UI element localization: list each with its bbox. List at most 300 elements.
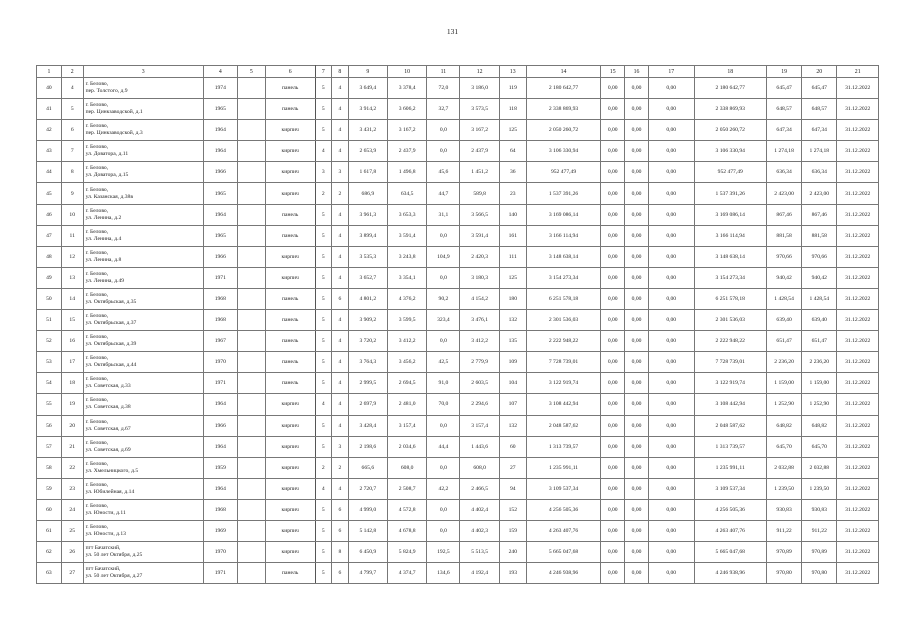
column-header: 17 xyxy=(648,66,694,78)
table-cell: 867,46 xyxy=(766,204,801,225)
table-cell: 1 313 739,57 xyxy=(694,436,766,457)
table-cell: 45 xyxy=(37,183,62,204)
table-cell: 0,00 xyxy=(648,267,694,288)
table-cell: 647,34 xyxy=(766,120,801,141)
table-cell: 0,00 xyxy=(601,183,625,204)
table-cell: 56 xyxy=(37,415,62,436)
table-cell: 1 428,54 xyxy=(802,288,837,309)
table-cell: 4 xyxy=(332,246,349,267)
address-cell xyxy=(83,415,203,436)
table-cell: 52 xyxy=(37,331,62,352)
table-cell: 104 xyxy=(499,373,526,394)
table-cell: 648,82 xyxy=(766,415,801,436)
table-cell: 911,22 xyxy=(802,520,837,541)
table-cell: 152 xyxy=(499,499,526,520)
table-cell: 1968 xyxy=(203,499,237,520)
table-cell: 2 236,20 xyxy=(766,352,801,373)
table-cell: 0,00 xyxy=(625,141,649,162)
table-cell: 3 167,2 xyxy=(460,120,499,141)
table-cell: 0,00 xyxy=(648,331,694,352)
table-cell: 1 239,50 xyxy=(802,478,837,499)
table-cell: 3 961,3 xyxy=(348,204,387,225)
table-cell: 26 xyxy=(61,542,83,563)
table-cell: 651,47 xyxy=(766,331,801,352)
table-cell: 159 xyxy=(499,520,526,541)
table-cell: 4 xyxy=(315,394,332,415)
address-cell xyxy=(83,310,203,331)
table-cell: 645,70 xyxy=(766,436,801,457)
table-cell: 41 xyxy=(37,99,62,120)
table-cell: 0,00 xyxy=(601,310,625,331)
table-row xyxy=(37,499,879,520)
address-cell xyxy=(83,436,203,457)
address-line: г. Белово, xyxy=(85,355,109,362)
table-row xyxy=(37,120,879,141)
table-cell: 0,00 xyxy=(625,394,649,415)
column-header: 16 xyxy=(625,66,649,78)
table-cell: 4 192,4 xyxy=(460,563,499,584)
table-cell: 125 xyxy=(499,120,526,141)
table-cell: 5 xyxy=(315,310,332,331)
table-cell: 0,00 xyxy=(601,225,625,246)
table-cell: 6 xyxy=(332,520,349,541)
address-line: ул. Октябрьская, д.44 xyxy=(85,362,137,369)
table-cell: кирпич xyxy=(265,415,315,436)
column-header: 1 xyxy=(37,66,62,78)
table-cell: 970,66 xyxy=(766,246,801,267)
table-cell: 5 xyxy=(315,288,332,309)
table-cell: 193 xyxy=(499,563,526,584)
table-cell: 132 xyxy=(499,415,526,436)
address-line: г. Белово, xyxy=(85,439,109,446)
table-cell: 0,00 xyxy=(601,99,625,120)
table-cell: 31.12.2022 xyxy=(837,310,879,331)
table-cell: 2 301 536,03 xyxy=(526,310,601,331)
table-cell: 8 xyxy=(61,162,83,183)
table-cell: 1968 xyxy=(203,288,237,309)
table-cell: 60 xyxy=(37,499,62,520)
table-cell: 1964 xyxy=(203,204,237,225)
table-cell: 7 728 739,01 xyxy=(526,352,601,373)
table-cell: 1964 xyxy=(203,436,237,457)
table-cell: 6 xyxy=(332,288,349,309)
table-cell: 91,0 xyxy=(427,373,460,394)
table-cell: 31.12.2022 xyxy=(837,542,879,563)
address-cell xyxy=(83,78,203,99)
table-cell: 3 109 537,34 xyxy=(526,478,601,499)
table-cell: 1966 xyxy=(203,415,237,436)
table-cell: 0,00 xyxy=(625,457,649,478)
table-cell: 31.12.2022 xyxy=(837,162,879,183)
table-cell: 1 443,6 xyxy=(460,436,499,457)
table-cell: 2 032,88 xyxy=(766,457,801,478)
table-cell: 0,0 xyxy=(427,415,460,436)
table-cell xyxy=(237,373,265,394)
table-cell: 13 xyxy=(61,267,83,288)
table-row xyxy=(37,204,879,225)
address-line: г. Белово, xyxy=(85,481,109,488)
table-cell: 3 166 114,94 xyxy=(526,225,601,246)
address-cell xyxy=(83,352,203,373)
table-cell: 2 338 869,93 xyxy=(526,99,601,120)
table-cell: 31.12.2022 xyxy=(837,99,879,120)
table-cell: 62 xyxy=(37,542,62,563)
table-cell: 3 378,4 xyxy=(388,78,427,99)
address-line: ул. 50 лет Октября, д.25 xyxy=(85,552,143,559)
table-cell xyxy=(237,120,265,141)
table-cell: 0,00 xyxy=(648,162,694,183)
table-cell: 9 xyxy=(61,183,83,204)
address-line: г. Белово, xyxy=(85,186,109,193)
table-cell: 3 428,4 xyxy=(348,415,387,436)
address-line: ул. Советская, д.33 xyxy=(85,383,131,390)
table-cell: 3 xyxy=(332,162,349,183)
table-cell: 1974 xyxy=(203,78,237,99)
table-cell: 648,57 xyxy=(766,99,801,120)
table-cell: 970,80 xyxy=(766,563,801,584)
table-cell: 0,00 xyxy=(601,415,625,436)
address-line: г. Белово, xyxy=(85,524,109,531)
table-cell: 2 236,20 xyxy=(802,352,837,373)
table-cell: 2 481,0 xyxy=(388,394,427,415)
table-cell: 952 477,49 xyxy=(526,162,601,183)
column-header: 15 xyxy=(601,66,625,78)
table-cell: 5 xyxy=(315,99,332,120)
table-cell: 2 720,7 xyxy=(348,478,387,499)
table-cell: 3 169 086,14 xyxy=(526,204,601,225)
table-cell: 1964 xyxy=(203,478,237,499)
table-cell: 323,4 xyxy=(427,310,460,331)
table-cell: 3 412,2 xyxy=(460,331,499,352)
table-cell: 48 xyxy=(37,246,62,267)
table-cell: 3 154 273,34 xyxy=(694,267,766,288)
table-cell: 2 999,5 xyxy=(348,373,387,394)
address-line: г. Белово, xyxy=(85,460,109,467)
page-number: 131 xyxy=(446,27,459,36)
table-cell: 2 048 587,62 xyxy=(694,415,766,436)
column-header: 13 xyxy=(499,66,526,78)
table-cell: 0,00 xyxy=(648,436,694,457)
table-cell: 0,0 xyxy=(427,225,460,246)
table-cell: 17 xyxy=(61,352,83,373)
address-line: ул. Казанская, д.38в xyxy=(85,193,133,200)
table-cell: 36 xyxy=(499,162,526,183)
table-cell: 881,58 xyxy=(766,225,801,246)
address-line: ул. Ленина, д.4 xyxy=(85,235,122,242)
table-cell: 4 xyxy=(332,373,349,394)
table-cell: 31.12.2022 xyxy=(837,478,879,499)
table-cell: 5 xyxy=(315,563,332,584)
table-cell: 608,0 xyxy=(388,457,427,478)
table-cell xyxy=(237,457,265,478)
table-cell: 2 437,9 xyxy=(388,141,427,162)
address-line: г. Белово, xyxy=(85,81,109,88)
table-cell: 3 108 442,94 xyxy=(694,394,766,415)
table-cell: кирпич xyxy=(265,246,315,267)
table-cell: 2 603,5 xyxy=(460,373,499,394)
table-cell: 0,0 xyxy=(427,120,460,141)
table-cell: 1 496,8 xyxy=(388,162,427,183)
table-cell: 6 450,9 xyxy=(348,542,387,563)
table-cell: 0,00 xyxy=(648,499,694,520)
table-cell: 47 xyxy=(37,225,62,246)
table-cell: 27 xyxy=(499,457,526,478)
table-cell: 5 xyxy=(315,499,332,520)
table-cell: 1967 xyxy=(203,331,237,352)
table-cell: 930,83 xyxy=(802,499,837,520)
table-cell: 0,00 xyxy=(601,288,625,309)
address-line: ул. Советская, д.67 xyxy=(85,425,131,432)
table-cell: 63 xyxy=(37,563,62,584)
table-cell: 11 xyxy=(61,225,83,246)
table-cell xyxy=(237,99,265,120)
table-cell: кирпич xyxy=(265,183,315,204)
table-row xyxy=(37,99,879,120)
table-cell: 3 xyxy=(332,436,349,457)
table-cell: 1 159,00 xyxy=(766,373,801,394)
table-cell: 1 451,2 xyxy=(460,162,499,183)
table-cell: кирпич xyxy=(265,162,315,183)
table-cell: 0,00 xyxy=(601,499,625,520)
table-cell: 31.12.2022 xyxy=(837,267,879,288)
column-header: 19 xyxy=(766,66,801,78)
table-cell: 1969 xyxy=(203,520,237,541)
address-line: г. Белово, xyxy=(85,270,109,277)
address-cell xyxy=(83,373,203,394)
table-cell: 31,1 xyxy=(427,204,460,225)
table-cell: 27 xyxy=(61,563,83,584)
table-row xyxy=(37,246,879,267)
table-cell: панель xyxy=(265,563,315,584)
table-cell: 2 222 948,22 xyxy=(526,331,601,352)
table-cell: 0,00 xyxy=(625,520,649,541)
table-cell: 118 xyxy=(499,99,526,120)
table-cell: 5 xyxy=(315,78,332,99)
table-cell: 639,40 xyxy=(766,310,801,331)
table-cell: кирпич xyxy=(265,120,315,141)
table-cell: 0,00 xyxy=(601,78,625,99)
table-cell: 940,42 xyxy=(802,267,837,288)
table-cell: 0,00 xyxy=(601,542,625,563)
table-cell: 5 xyxy=(315,542,332,563)
table-cell: 3 914,2 xyxy=(348,99,387,120)
table-cell: 31.12.2022 xyxy=(837,373,879,394)
table-cell: 15 xyxy=(61,310,83,331)
table-cell: панель xyxy=(265,331,315,352)
table-cell: 5 xyxy=(315,415,332,436)
column-header: 7 xyxy=(315,66,332,78)
table-cell: 5 xyxy=(315,520,332,541)
table-cell: 1 274,18 xyxy=(802,141,837,162)
table-cell: 0,00 xyxy=(601,563,625,584)
table-cell: 109 xyxy=(499,352,526,373)
table-cell: 4 256 505,36 xyxy=(694,499,766,520)
address-line: пер. Толстого, д.9 xyxy=(85,88,128,95)
table-cell: 4 xyxy=(332,394,349,415)
table-cell: 1964 xyxy=(203,141,237,162)
table-cell: 1 428,54 xyxy=(766,288,801,309)
table-cell: 0,00 xyxy=(601,457,625,478)
table-cell xyxy=(237,436,265,457)
table-cell: 1 537 391,26 xyxy=(526,183,601,204)
table-cell: 1971 xyxy=(203,373,237,394)
table-cell: 0,00 xyxy=(648,120,694,141)
table-row xyxy=(37,520,879,541)
table-cell: 4 xyxy=(61,78,83,99)
table-cell: 31.12.2022 xyxy=(837,141,879,162)
address-cell xyxy=(83,457,203,478)
table-cell xyxy=(237,415,265,436)
table-cell: 240 xyxy=(499,542,526,563)
table-cell: 7 xyxy=(61,141,83,162)
table-cell: 4 374,7 xyxy=(388,563,427,584)
table-cell: 0,00 xyxy=(601,352,625,373)
table-cell: 4 799,7 xyxy=(348,563,387,584)
table-cell xyxy=(237,78,265,99)
table-cell: 5 513,5 xyxy=(460,542,499,563)
table-cell: 31.12.2022 xyxy=(837,288,879,309)
table-cell: 5 665 047,68 xyxy=(526,542,601,563)
table-cell: 4 572,8 xyxy=(388,499,427,520)
table-cell: 14 xyxy=(61,288,83,309)
table-cell: 44,7 xyxy=(427,183,460,204)
table-cell: 1965 xyxy=(203,225,237,246)
table-cell: 70,0 xyxy=(427,394,460,415)
table-cell: 0,00 xyxy=(648,78,694,99)
table-cell: 3 720,2 xyxy=(348,331,387,352)
table-cell: 3 148 638,14 xyxy=(526,246,601,267)
table-cell: 3 186,0 xyxy=(460,78,499,99)
table-cell: 3 591,4 xyxy=(388,225,427,246)
table-cell: 3 566,5 xyxy=(460,204,499,225)
table-cell: 7 728 739,01 xyxy=(694,352,766,373)
table-cell: 0,00 xyxy=(601,162,625,183)
table-cell: 3 354,1 xyxy=(388,267,427,288)
table-cell: 42 xyxy=(37,120,62,141)
table-cell: 0,00 xyxy=(648,288,694,309)
table-cell: 6 xyxy=(332,499,349,520)
table-cell xyxy=(237,310,265,331)
table-cell: 1 252,90 xyxy=(766,394,801,415)
table-cell: 3 157,4 xyxy=(460,415,499,436)
table-cell xyxy=(237,288,265,309)
address-cell xyxy=(83,246,203,267)
table-cell xyxy=(237,563,265,584)
table-cell: 0,0 xyxy=(427,141,460,162)
table-cell: 1966 xyxy=(203,162,237,183)
table-cell: 5 142,8 xyxy=(348,520,387,541)
table-cell: 0,00 xyxy=(601,436,625,457)
table-cell: 2 508,7 xyxy=(388,478,427,499)
table-cell: 1959 xyxy=(203,457,237,478)
address-line: ул. Юбилейная, д.14 xyxy=(85,488,135,495)
table-cell: 1970 xyxy=(203,542,237,563)
address-line: г. Белово, xyxy=(85,397,109,404)
table-cell: 1965 xyxy=(203,183,237,204)
table-cell: 31.12.2022 xyxy=(837,183,879,204)
address-line: г. Белово, xyxy=(85,376,109,383)
table-cell: 3 108 442,94 xyxy=(526,394,601,415)
table-cell: 1968 xyxy=(203,310,237,331)
table-cell: 0,00 xyxy=(601,267,625,288)
table-cell: 43 xyxy=(37,141,62,162)
table-cell: 31.12.2022 xyxy=(837,499,879,520)
table-cell: 31.12.2022 xyxy=(837,204,879,225)
table-cell: 12 xyxy=(61,246,83,267)
table-cell: 31.12.2022 xyxy=(837,415,879,436)
table-cell: 0,00 xyxy=(648,373,694,394)
table-cell xyxy=(237,520,265,541)
table-cell: 53 xyxy=(37,352,62,373)
table-cell: 2 694,5 xyxy=(388,373,427,394)
table-cell: 3 167,2 xyxy=(388,120,427,141)
column-header: 8 xyxy=(332,66,349,78)
table-cell: 665,6 xyxy=(348,457,387,478)
table-cell: 2 xyxy=(315,183,332,204)
table-cell: 0,00 xyxy=(625,542,649,563)
table-row xyxy=(37,478,879,499)
table-cell: 0,00 xyxy=(625,352,649,373)
table-cell: 2 301 536,03 xyxy=(694,310,766,331)
column-header: 2 xyxy=(61,66,83,78)
table-cell: 0,00 xyxy=(648,99,694,120)
table-cell: 0,00 xyxy=(648,183,694,204)
table-cell xyxy=(237,542,265,563)
table-cell: 0,00 xyxy=(648,310,694,331)
table-cell: 44,4 xyxy=(427,436,460,457)
table-cell: 2 xyxy=(315,457,332,478)
table-cell: 589,8 xyxy=(460,183,499,204)
table-cell: 0,0 xyxy=(427,267,460,288)
table-cell: 3 122 919,74 xyxy=(526,373,601,394)
table-cell: 647,34 xyxy=(802,120,837,141)
table-cell: панель xyxy=(265,288,315,309)
table-cell: 0,00 xyxy=(625,331,649,352)
address-line: ул. Доватора, д.11 xyxy=(85,151,129,158)
address-cell xyxy=(83,331,203,352)
table-cell: 6 251 578,18 xyxy=(526,288,601,309)
address-line: ул. Советская, д.38 xyxy=(85,404,131,411)
table-cell: 2 423,00 xyxy=(766,183,801,204)
address-line: ул. Юности, д.11 xyxy=(85,509,126,516)
table-cell: 31.12.2022 xyxy=(837,436,879,457)
address-line: ул. Октябрьская, д.35 xyxy=(85,298,137,305)
table-cell: 20 xyxy=(61,415,83,436)
table-cell: 2 653,9 xyxy=(348,141,387,162)
table-cell: 0,00 xyxy=(625,246,649,267)
table-cell: 0,00 xyxy=(625,183,649,204)
table-row xyxy=(37,78,879,99)
table-cell: 31.12.2022 xyxy=(837,120,879,141)
table-cell: 4 xyxy=(332,204,349,225)
table-cell: 90,2 xyxy=(427,288,460,309)
table-cell: 648,82 xyxy=(802,415,837,436)
address-line: г. Белово, xyxy=(85,418,109,425)
table-cell: 125 xyxy=(499,267,526,288)
table-cell: 132 xyxy=(499,310,526,331)
address-cell xyxy=(83,162,203,183)
table-cell: панель xyxy=(265,204,315,225)
table-cell: 4 xyxy=(332,331,349,352)
table-cell: 2 338 869,93 xyxy=(694,99,766,120)
table-cell: 5 665 047,68 xyxy=(694,542,766,563)
table-cell: 5 xyxy=(315,246,332,267)
table-cell: 0,00 xyxy=(601,478,625,499)
table-row xyxy=(37,394,879,415)
table-cell: 970,80 xyxy=(802,563,837,584)
table-cell: 3 652,7 xyxy=(348,267,387,288)
column-header: 6 xyxy=(265,66,315,78)
